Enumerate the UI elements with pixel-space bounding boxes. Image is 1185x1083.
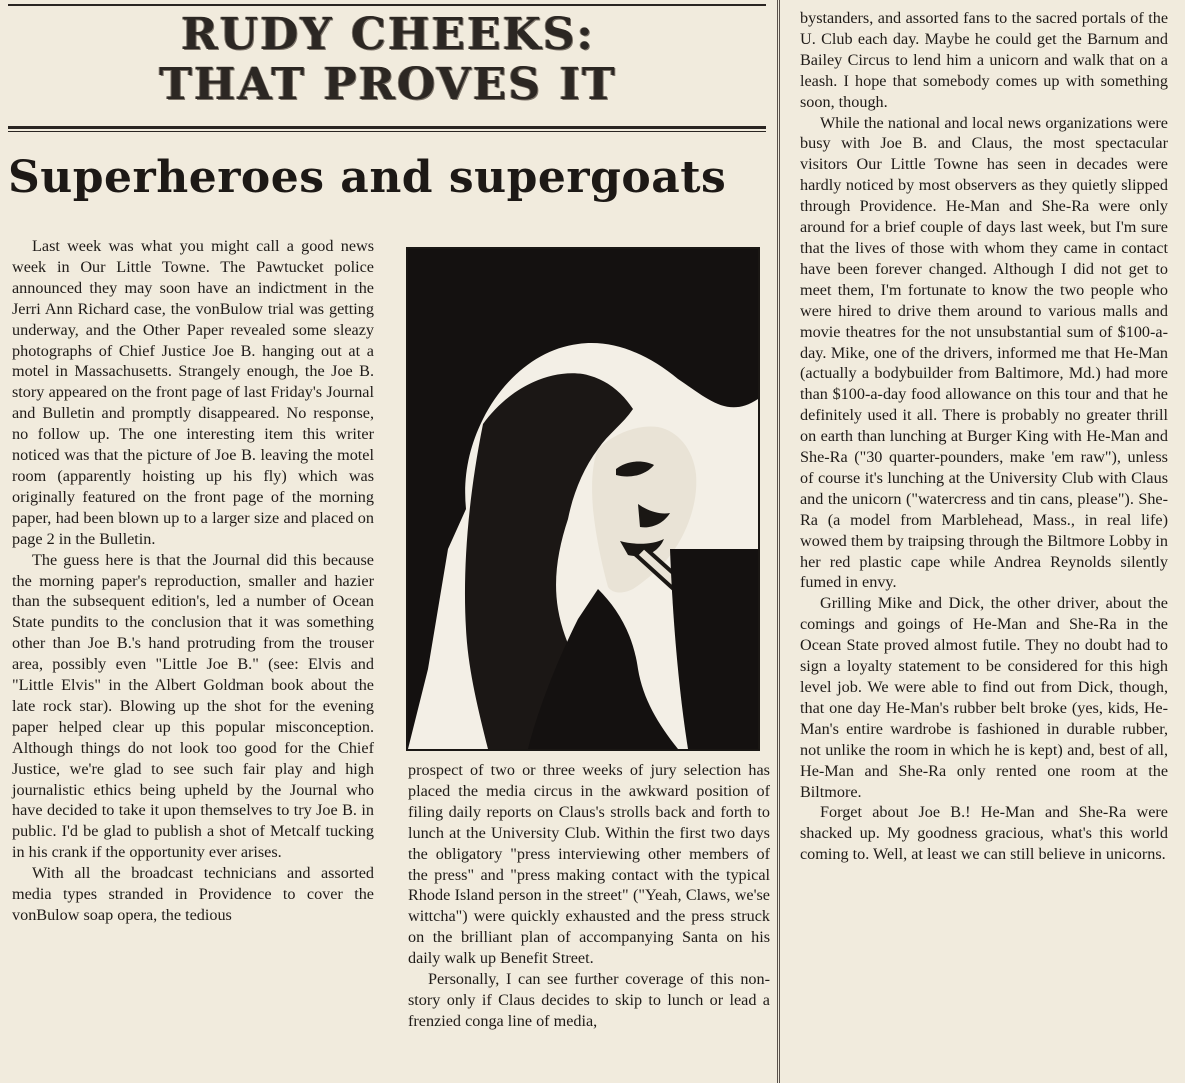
paragraph: The guess here is that the Journal did this because the morning paper's reproduction, smaller and hazier than the subsequent edition's, led a number of Ocean State pundits to the conclusion that it was something other than Joe B.'s hand protruding from the trouser area, possibly even "Little Joe B." (see: Elvis and "Little Elvis" in the Albert Goldman book about the late rock star). Blowing up the shot for the evening paper helped clear up this popular misconception. Although things do not look too good for the Chief Justice, we're glad to see such fair play and high journalistic ethics being upheld by the Journal who have decided to take it upon themselves to try Joe B. in public. I'd be glad to publish a shot of Metcalf tucking in his crank if the opportunity ever arises. bbox=[12, 550, 374, 862]
column-header-line1: RUDY CHEEKS: bbox=[181, 9, 595, 60]
column-header-line2: THAT PROVES IT bbox=[159, 59, 617, 110]
portrait-photo-image bbox=[408, 249, 758, 749]
article-column-left bbox=[12, 236, 374, 926]
paragraph: While the national and local news organizations were busy with Joe B. and Claus, the most spectacular visitors Our Little Towne has seen in decades were hardly noticed by most observers as they quietly slipped through Providence. He-Man and She-Ra were only around for a brief couple of days last week, but I'm sure that the lives of those with whom they came in contact have been forever changed. Although I did not get to meet them, I'm fortunate to know the two people who were hired to drive them around to various malls and movie theatres for the not unsubstantial sum of $100-a-day. Mike, one of the drivers, informed me that He-Man (actually a bodybuilder from Baltimore, Md.) had more than $100-a-day food allowance on this tour and that he definitely used it all. There is probably no greater thrill on earth than lunching at Burger King with He-Man and She-Ra ("30 quarter-pounders, make 'em raw"), unless of course it's lunching at the University Club with Claus and the unicorn ("watercress and tin cans, please"). She-Ra (a model from Marblehead, Mass., in real life) wowed them by traipsing through the Biltmore Lobby in her red plastic cape while Andrea Reynolds silently fumed in envy. bbox=[800, 113, 1168, 592]
paragraph: prospect of two or three weeks of jury selection has placed the media circus in the awkward position of filing daily reports on Claus's strolls back and forth to lunch at the University Club. Within the first two days the obligatory "press interviewing other members of the press" and "press making contact with the typical Rhode Island person in the street" ("Yeah, Claws, we'se wittcha") were quickly exhausted and the press struck on the brilliant plan of accompanying Santa on his daily walk up Benefit Street. bbox=[408, 761, 770, 968]
paragraph: bystanders, and assorted fans to the sacred portals of the U. Club each day. Maybe he could get the Barnum and Bailey Circus to lend him a unicorn and walk that on a leash. I hope that somebody comes up with something soon, though. bbox=[800, 9, 1168, 111]
portrait-photo bbox=[406, 247, 760, 751]
paragraph: Forget about Joe B.! He-Man and She-Ra were shacked up. My goodness gracious, what's this world coming to. Well, at least we can still believe in unicorns. bbox=[800, 803, 1168, 864]
column-divider bbox=[779, 0, 780, 1083]
column-header bbox=[8, 10, 768, 128]
article-title: Superheroes and supergoats bbox=[8, 152, 727, 203]
paragraph: Personally, I can see further coverage of this non-story only if Claus decides to skip to lunch or lead a frenzied conga line of media, bbox=[408, 970, 770, 1030]
paragraph: Last week was what you might call a good news week in Our Little Towne. The Pawtucket police announced they may soon have an indictment in the Jerri Ann Richard case, the vonBulow trial was getting underway, and the Other Paper revealed some sleazy photographs of Chief Justice Joe B. hanging out at a motel in Massachusetts. Strangely enough, the Joe B. story appeared on the front page of last Friday's Journal and Bulletin and promptly disappeared. No response, no follow up. The one interesting item this writer noticed was that the picture of Joe B. leaving the motel room (apparently hoisting up his fly) which was originally featured on the front page of the morning paper, had been blown up to a larger size and placed on page 2 in the Bulletin. bbox=[12, 237, 374, 548]
header-rule bbox=[8, 126, 766, 129]
top-rule bbox=[8, 4, 766, 6]
column-divider bbox=[777, 0, 778, 1083]
header-rule-thin bbox=[8, 131, 766, 132]
paragraph: Grilling Mike and Dick, the other driver, about the comings and goings of He-Man and She-Ra in the Ocean State proved almost futile. They no doubt had to sign a loyalty statement to be considered for this high level job. We were able to find out from Dick, though, that one day He-Man's rubber belt broke (yes, kids, He-Man's entire wardrobe is fashioned in durable rubber, not unlike the room in which he is kept) and, best of all, He-Man and She-Ra only rented one room at the Biltmore. bbox=[800, 594, 1168, 801]
paragraph: With all the broadcast technicians and assorted media types stranded in Providence to cover the vonBulow soap opera, the tedious bbox=[12, 864, 374, 924]
article-column-middle bbox=[408, 760, 770, 1032]
article-column-right bbox=[800, 8, 1168, 865]
